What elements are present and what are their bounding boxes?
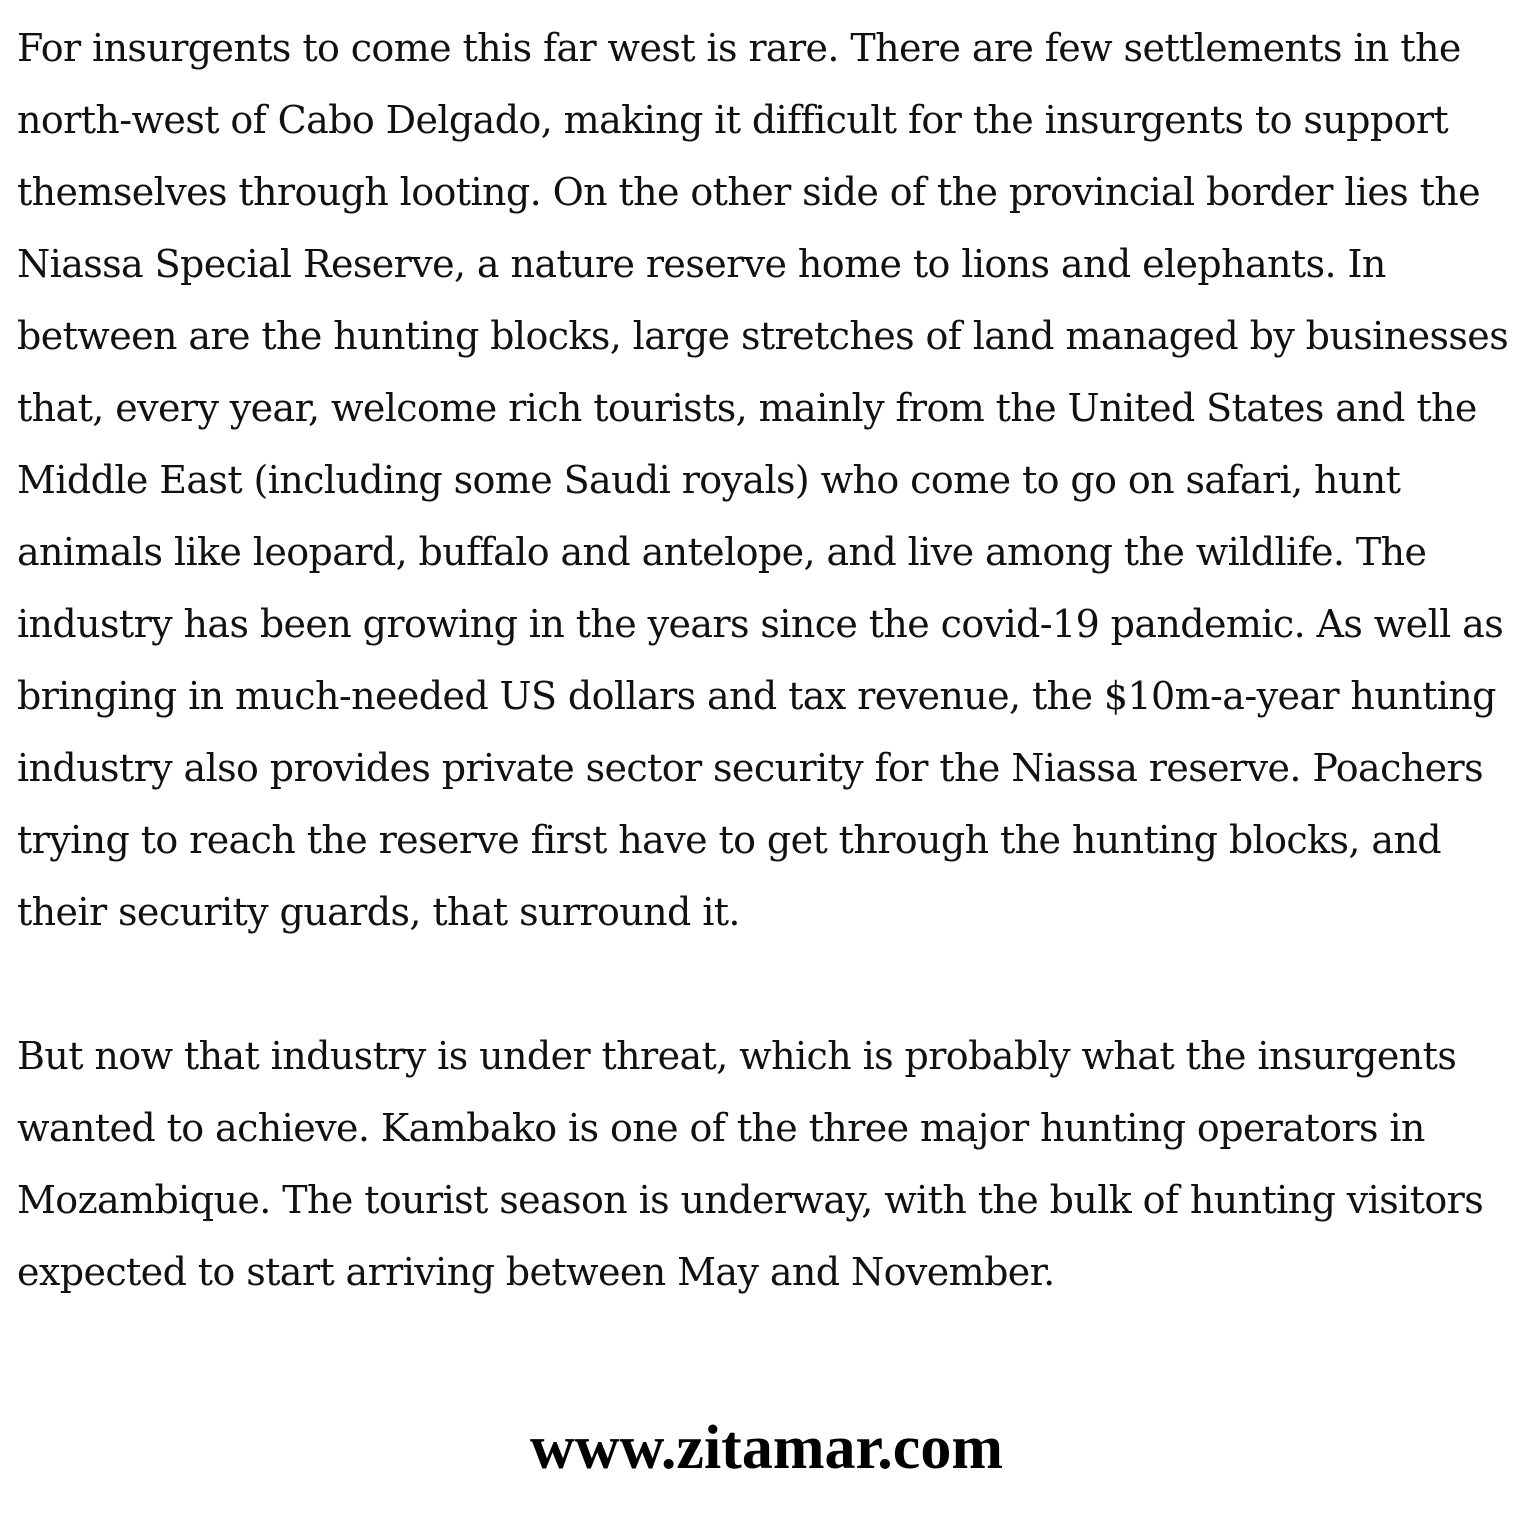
article-paragraph-1: For insurgents to come this far west is rare. There are few settlements in the north-west of Cabo Delgado, making it difficult for the insurgents to support themselves through looting. On the other side of the provincial border lies the Niassa Special Reserve, a nature reserve home to lions and elephants. In between are the hunting blocks, large stretches of land managed by businesses that, every year, welcome rich tourists, mainly from the United States and the Middle East (including some Saudi royals) who come to go on safari, hunt animals like leopard, buffalo and antelope, and live among the wildlife. The industry has been growing in the years since the covid-19 pandemic. As well as bringing in much-needed US dollars and tax revenue, the $10m-a-year hunting industry also provides private sector security for the Niassa reserve. Poachers trying to reach the reserve first have to get through the hunting blocks, and their security guards, that surround it. [17,26,1509,934]
article-paragraph-2: But now that industry is under threat, which is probably what the insurgents wanted to achieve. Kambako is one of the three major hunting operators in Mozambique. The tourist season is underway, with the bulk of hunting visitors expected to start arriving between May and November. [17,1034,1484,1294]
source-watermark: www.zitamar.com [530,1414,1003,1482]
article-body [17,12,1527,1308]
